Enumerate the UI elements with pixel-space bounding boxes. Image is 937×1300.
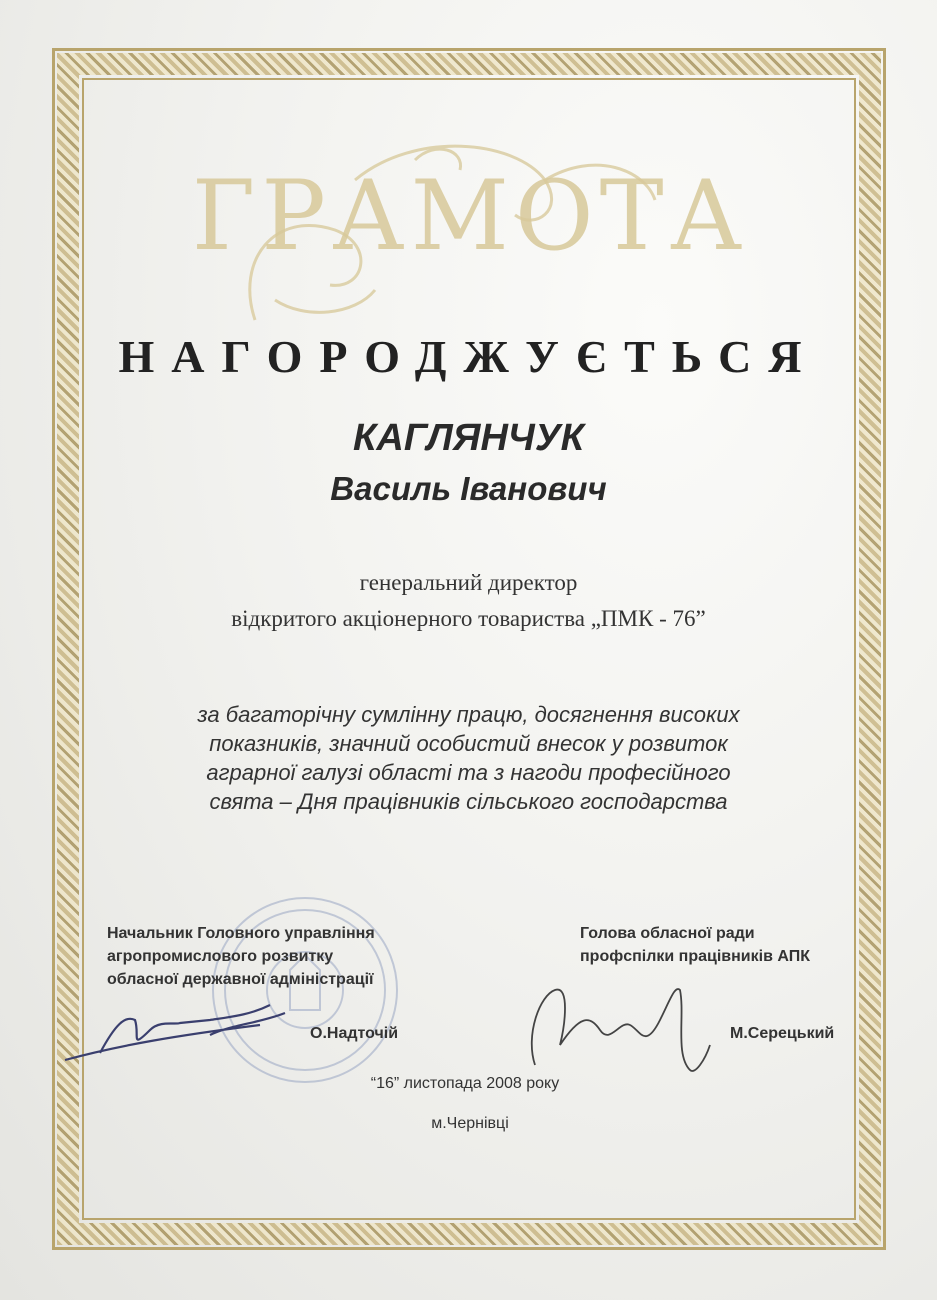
reason-line: аграрної галузі області та з нагоди професійного [206,760,731,785]
signatory-left-title [107,922,447,991]
signatory-right-title [580,922,880,968]
signatory-title-line: обласної державної адміністрації [107,971,374,988]
recipient-surname: КАГЛЯНЧУК [353,417,584,459]
recipient-given-names: Василь Іванович [330,470,607,507]
recipient-position [100,565,837,637]
reason-line: показників, значний особистий внесок у розвиток [209,731,728,756]
heading-gramota: ГРАМОТА [191,160,749,272]
signatory-right-name: М.Серецький [730,1025,835,1042]
awarded-label: НАГОРОДЖУЄТЬСЯ [118,331,819,382]
signatory-title-line: Начальник Головного управління [107,925,375,942]
signatory-title-line: профспілки працівників АПК [580,948,810,965]
signatory-title-line: агропромислового розвитку [107,948,334,965]
issue-date: “16” листопада 2008 року [370,1075,560,1092]
position-line: відкритого акціонерного товариства „ПМК - 76” [231,606,706,631]
award-reason [130,700,807,816]
signatory-title-line: Голова обласної ради [580,925,755,942]
issue-city: м.Чернівці [431,1115,509,1132]
reason-line: за багаторічну сумлінну працю, досягнення високих [197,702,740,727]
position-line: генеральний директор [359,570,578,595]
signature-left [60,995,290,1070]
reason-line: свята – Дня працівників сільського господарства [209,789,728,814]
signature-right [520,975,720,1085]
signatory-left-name: О.Надточій [310,1025,399,1042]
